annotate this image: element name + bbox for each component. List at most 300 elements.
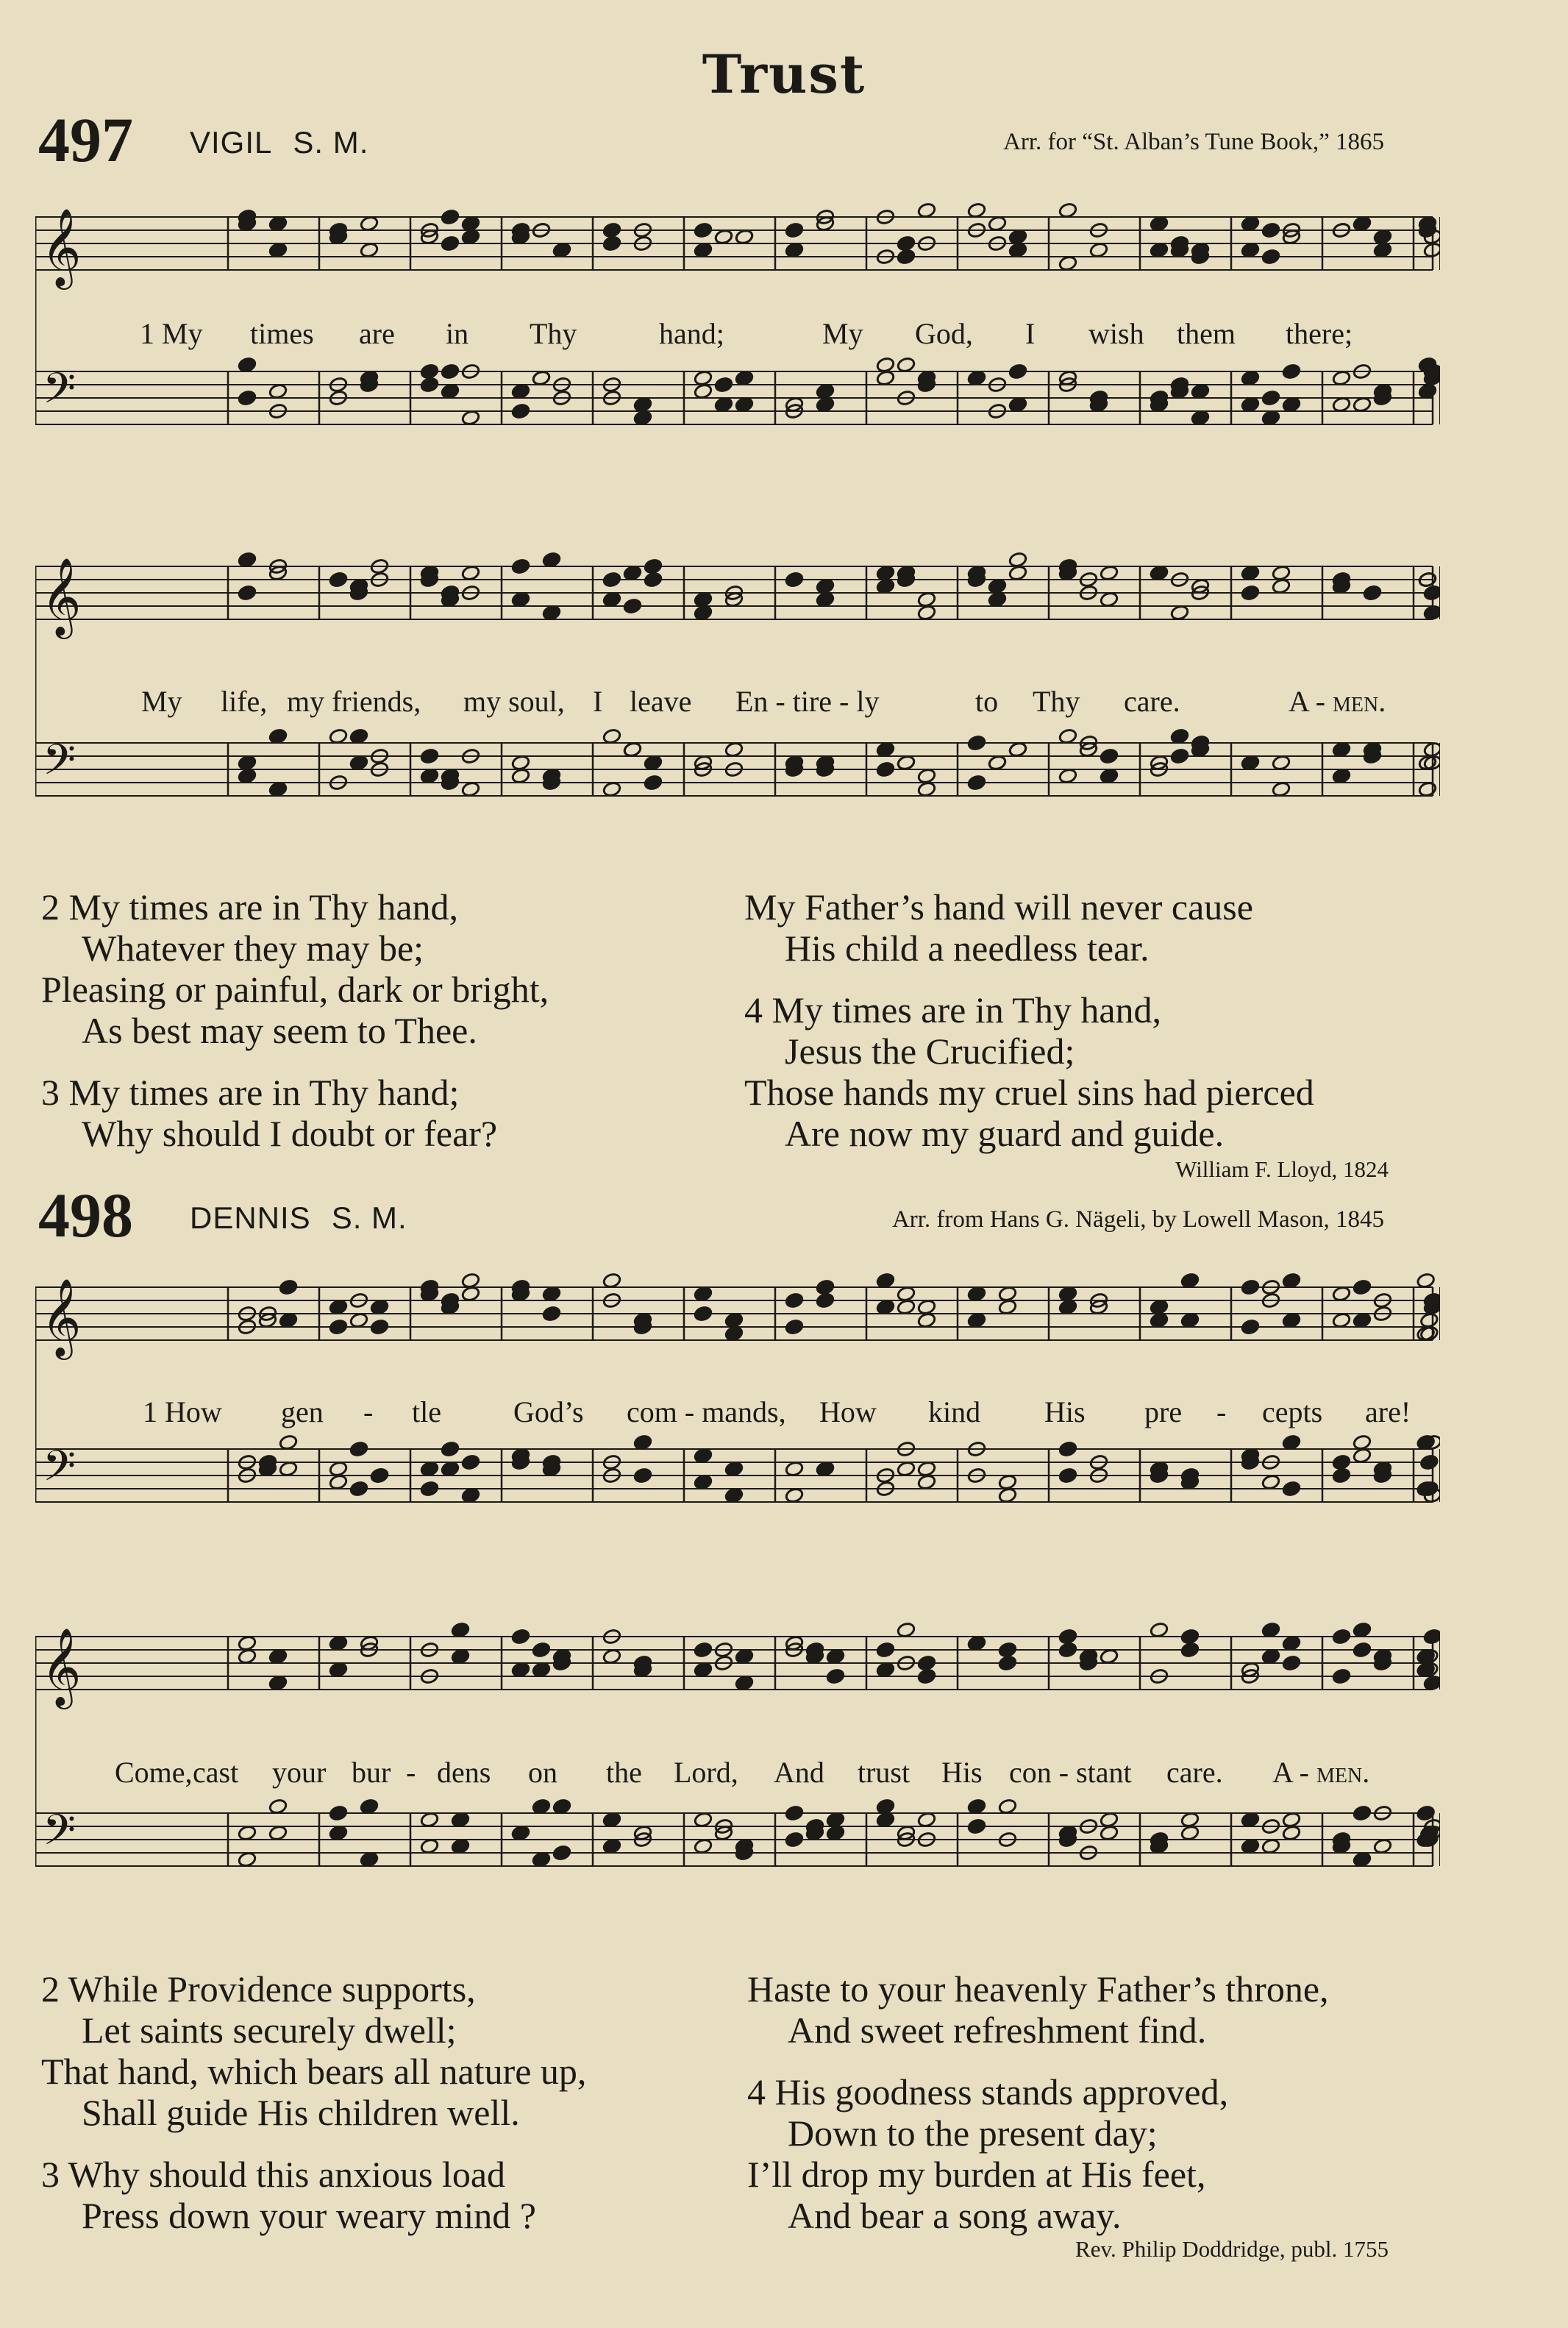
lyric-syllable: - xyxy=(1216,1395,1227,1428)
lyric-syllable: are! xyxy=(1365,1395,1411,1428)
notehead xyxy=(826,1812,845,1829)
notehead xyxy=(1272,755,1291,772)
notehead xyxy=(826,1825,845,1842)
notehead xyxy=(542,1286,561,1303)
notehead xyxy=(917,202,936,219)
notehead xyxy=(1058,1441,1077,1458)
stanza-column-left xyxy=(41,886,549,1154)
notehead xyxy=(420,1812,439,1829)
stanza-line: As best may seem to Thee. xyxy=(82,1010,477,1051)
notehead xyxy=(988,216,1007,232)
notehead xyxy=(623,565,642,582)
lyric-syllable: my soul, xyxy=(463,685,565,718)
notehead xyxy=(988,591,1007,608)
notehead xyxy=(602,728,621,745)
lyric-syllable: com - mands, xyxy=(627,1395,786,1428)
lyric-syllable: 1 My xyxy=(140,317,203,350)
lyric-syllable: Thy xyxy=(530,317,577,350)
notehead xyxy=(1332,1454,1351,1471)
notehead xyxy=(694,242,713,259)
notehead xyxy=(268,242,288,259)
notehead xyxy=(1282,1312,1301,1329)
notehead xyxy=(694,591,713,608)
notehead xyxy=(694,370,713,387)
notehead xyxy=(329,1635,348,1652)
lyric-syllable: in xyxy=(446,317,469,350)
notehead xyxy=(816,1292,835,1309)
notehead xyxy=(917,781,936,798)
notehead xyxy=(876,1272,895,1289)
notehead xyxy=(967,1312,986,1329)
notehead xyxy=(917,1474,936,1491)
lyric-syllable: tle xyxy=(412,1395,441,1428)
notehead xyxy=(1272,565,1291,582)
notehead xyxy=(602,1648,621,1665)
notehead xyxy=(967,370,986,387)
notehead xyxy=(1282,363,1301,380)
treble-clef-icon: 𝄞 xyxy=(41,207,82,286)
lyric-line xyxy=(0,1395,1568,1431)
notehead xyxy=(816,591,835,608)
notehead xyxy=(532,1662,551,1679)
notehead xyxy=(876,578,895,595)
notehead xyxy=(602,1838,621,1855)
notehead xyxy=(441,1441,460,1458)
lyric-syllable: life, xyxy=(221,685,268,718)
notehead xyxy=(1150,216,1169,232)
notehead xyxy=(785,222,804,239)
notehead xyxy=(623,741,642,758)
lyric-syllable: bur xyxy=(352,1756,391,1789)
notehead xyxy=(1418,383,1437,400)
tune-name: DENNIS S. M. xyxy=(190,1200,407,1235)
notehead xyxy=(268,383,288,400)
notehead xyxy=(633,396,652,413)
notehead xyxy=(724,1461,744,1478)
notehead xyxy=(1423,585,1440,602)
notehead xyxy=(1353,1434,1372,1451)
notehead xyxy=(370,1319,389,1336)
lyric-syllable: care. xyxy=(1124,685,1180,718)
lyric-syllable: Lord, xyxy=(674,1756,738,1789)
notehead xyxy=(967,202,986,219)
notehead xyxy=(1282,1481,1301,1498)
notehead xyxy=(967,775,986,791)
notehead xyxy=(1261,1648,1280,1665)
notehead xyxy=(511,768,530,785)
notehead xyxy=(1261,249,1280,266)
lyric-syllable: wish xyxy=(1088,317,1144,350)
notehead xyxy=(532,370,551,387)
lyric-syllable: them xyxy=(1177,317,1236,350)
notehead xyxy=(420,1838,439,1855)
notehead xyxy=(441,383,460,400)
notehead xyxy=(451,1838,470,1855)
notehead xyxy=(897,1286,916,1303)
notehead xyxy=(1100,768,1119,785)
notehead xyxy=(279,1434,298,1451)
stanza-line: His child a needless tear. xyxy=(785,928,1150,969)
notehead xyxy=(329,1474,348,1491)
stanza-line: Down to the present day; xyxy=(788,2112,1158,2154)
notehead xyxy=(1332,1312,1351,1329)
stanza-column-right xyxy=(747,1968,1329,2236)
notehead xyxy=(279,1279,298,1296)
notehead xyxy=(1241,1279,1260,1296)
notehead xyxy=(694,605,713,622)
hymn-number: 497 xyxy=(38,104,133,175)
notehead xyxy=(329,1825,348,1842)
notehead xyxy=(1332,370,1351,387)
notehead xyxy=(268,216,288,232)
author-credit: Rev. Philip Doddridge, publ. 1755 xyxy=(1075,2236,1389,2262)
notehead xyxy=(511,403,530,420)
notehead xyxy=(1353,396,1372,413)
stanza-line: 3 Why should this anxious load xyxy=(41,2154,506,2195)
notehead xyxy=(1058,255,1077,272)
lyric-syllable: there; xyxy=(1286,317,1353,350)
notehead xyxy=(1241,585,1260,602)
stanza-line: 4 His goodness stands approved, xyxy=(747,2071,1229,2112)
notehead xyxy=(998,1487,1017,1504)
notehead xyxy=(1261,222,1280,239)
notehead xyxy=(1373,1838,1392,1855)
lyric-syllable: cepts xyxy=(1262,1395,1323,1428)
notehead xyxy=(1332,1467,1351,1484)
notehead xyxy=(349,1481,368,1498)
notehead xyxy=(441,363,460,380)
notehead xyxy=(349,728,368,745)
notehead xyxy=(694,1662,713,1679)
notehead xyxy=(602,1272,621,1289)
notehead xyxy=(1180,1272,1200,1289)
notehead xyxy=(876,1299,895,1316)
notehead xyxy=(816,1279,835,1296)
lyric-syllable: His xyxy=(941,1756,983,1789)
lyric-syllable: to xyxy=(975,685,999,718)
notehead xyxy=(735,396,754,413)
notehead xyxy=(349,755,368,772)
notehead xyxy=(461,1286,480,1303)
notehead xyxy=(633,1434,652,1451)
notehead xyxy=(1353,1851,1372,1868)
notehead xyxy=(420,1461,439,1478)
notehead xyxy=(238,1635,257,1652)
notehead xyxy=(644,775,663,791)
notehead xyxy=(917,605,936,622)
notehead xyxy=(1008,741,1027,758)
notehead xyxy=(1170,605,1189,622)
notehead xyxy=(1058,768,1077,785)
notehead xyxy=(451,1812,470,1829)
stanza-line: 2 My times are in Thy hand, xyxy=(41,886,459,928)
stanza-line: Shall guide His children well. xyxy=(82,2092,520,2133)
notehead xyxy=(1100,1648,1119,1665)
notehead xyxy=(785,1292,804,1309)
notehead xyxy=(329,1805,348,1822)
notehead xyxy=(602,591,621,608)
notehead xyxy=(694,1448,713,1464)
notehead xyxy=(785,1487,804,1504)
notehead xyxy=(1423,1628,1440,1645)
lyric-syllable: En - tire - ly xyxy=(735,685,880,718)
notehead xyxy=(1241,396,1260,413)
lyric-syllable: the xyxy=(606,1756,642,1789)
stanza-line: 4 My times are in Thy hand, xyxy=(744,989,1162,1030)
notehead xyxy=(461,1454,480,1471)
notehead xyxy=(644,558,663,575)
notehead xyxy=(1241,370,1260,387)
stanza-line: Press down your weary mind ? xyxy=(82,2195,536,2236)
notehead xyxy=(1282,1635,1301,1652)
notehead xyxy=(816,1461,835,1478)
notehead xyxy=(897,755,916,772)
notehead xyxy=(1241,1319,1260,1336)
stanza-line: Let saints securely dwell; xyxy=(82,2010,457,2051)
notehead xyxy=(461,229,480,246)
notehead xyxy=(360,1798,379,1815)
notehead xyxy=(826,1648,845,1665)
notehead xyxy=(602,781,621,798)
notehead xyxy=(1058,1467,1077,1484)
notehead xyxy=(644,755,663,772)
notehead xyxy=(349,1441,368,1458)
notehead xyxy=(694,1812,713,1829)
notehead xyxy=(602,572,621,588)
notehead xyxy=(420,377,439,394)
notehead xyxy=(917,768,936,785)
notehead xyxy=(1419,1454,1439,1471)
notehead xyxy=(785,1805,804,1822)
notehead xyxy=(1282,1434,1301,1451)
stanza-column-left xyxy=(41,1968,586,2236)
notehead xyxy=(329,728,348,745)
notehead xyxy=(816,578,835,595)
notehead xyxy=(917,1461,936,1478)
notehead xyxy=(1423,242,1440,259)
lyric-line xyxy=(0,684,1568,721)
notehead xyxy=(268,1825,288,1842)
treble-clef-icon: 𝄞 xyxy=(41,1627,82,1706)
notehead xyxy=(1261,410,1280,427)
lyric-syllable: con - stant xyxy=(1009,1756,1132,1789)
notehead xyxy=(1150,242,1169,259)
notehead xyxy=(967,1635,986,1652)
notehead xyxy=(1419,1312,1439,1329)
hymn-number: 498 xyxy=(38,1180,133,1250)
notehead xyxy=(897,357,916,374)
notehead xyxy=(967,1818,986,1835)
notehead xyxy=(917,1812,936,1829)
notehead xyxy=(644,572,663,588)
lyric-syllable: How xyxy=(819,1395,877,1428)
lyric-syllable: - xyxy=(363,1395,374,1428)
notehead xyxy=(897,1299,916,1316)
notehead xyxy=(268,1798,288,1815)
notehead xyxy=(1150,1622,1169,1639)
lyric-syllable: His xyxy=(1044,1395,1086,1428)
lyric-syllable: I xyxy=(593,685,603,718)
lyric-syllable: care. xyxy=(1166,1756,1223,1789)
notehead xyxy=(552,242,571,259)
notehead xyxy=(1353,1312,1372,1329)
notehead xyxy=(1332,1668,1351,1685)
notehead xyxy=(917,1655,936,1672)
notehead xyxy=(816,383,835,400)
notehead xyxy=(420,768,439,785)
notehead xyxy=(735,370,754,387)
notehead xyxy=(1241,565,1260,582)
notehead xyxy=(360,216,379,232)
notehead xyxy=(461,216,480,232)
notehead xyxy=(461,1487,480,1504)
notehead xyxy=(785,572,804,588)
notehead xyxy=(532,1851,551,1868)
notehead xyxy=(279,1461,298,1478)
notehead xyxy=(1180,1628,1200,1645)
notehead xyxy=(1282,1825,1301,1842)
notehead xyxy=(329,1299,348,1316)
notehead xyxy=(735,1648,754,1665)
notehead xyxy=(268,728,288,745)
lyric-syllable: gen xyxy=(281,1395,324,1428)
notehead xyxy=(542,1306,561,1323)
notehead xyxy=(1008,229,1027,246)
notehead xyxy=(238,755,257,772)
notehead xyxy=(1282,1655,1301,1672)
notehead xyxy=(694,222,713,239)
notehead xyxy=(876,565,895,582)
notehead xyxy=(441,209,460,226)
notehead xyxy=(1332,1286,1351,1303)
notehead xyxy=(1100,591,1119,608)
notehead xyxy=(1180,1312,1200,1329)
stanza-line: I’ll drop my burden at His feet, xyxy=(747,2154,1206,2195)
notehead xyxy=(461,565,480,582)
lyric-syllable: hand; xyxy=(659,317,724,350)
notehead xyxy=(1100,1812,1119,1829)
notehead xyxy=(511,1825,530,1842)
notehead xyxy=(988,755,1007,772)
notehead xyxy=(1353,1622,1372,1639)
stanza-line: My Father’s hand will never cause xyxy=(744,886,1253,928)
notehead xyxy=(279,1312,298,1329)
notehead xyxy=(967,1798,986,1815)
notehead xyxy=(511,755,530,772)
notehead xyxy=(552,1798,571,1815)
notehead xyxy=(1008,396,1027,413)
notehead xyxy=(1353,1642,1372,1659)
notehead xyxy=(461,1272,480,1289)
notehead xyxy=(917,1668,936,1685)
notehead xyxy=(360,242,379,259)
stanza-line: 3 My times are in Thy hand; xyxy=(41,1072,460,1113)
notehead xyxy=(329,572,348,588)
lyric-syllable: I xyxy=(1025,317,1036,350)
notehead xyxy=(1058,1642,1077,1659)
notehead xyxy=(998,1299,1017,1316)
notehead xyxy=(1363,585,1382,602)
notehead xyxy=(238,1648,257,1665)
notehead xyxy=(998,1655,1017,1672)
notehead xyxy=(714,377,733,394)
notehead xyxy=(694,1474,713,1491)
lyric-syllable: my friends, xyxy=(287,685,421,718)
notehead xyxy=(724,741,744,758)
notehead xyxy=(876,741,895,758)
notehead xyxy=(532,1798,551,1815)
notehead xyxy=(461,781,480,798)
notehead xyxy=(238,1851,257,1868)
lyric-syllable: kind xyxy=(928,1395,981,1428)
notehead xyxy=(1150,1299,1169,1316)
notehead xyxy=(694,1306,713,1323)
notehead xyxy=(1191,383,1210,400)
notehead xyxy=(897,1622,916,1639)
stanza-line: And bear a song away. xyxy=(788,2195,1122,2236)
notehead xyxy=(876,1662,895,1679)
tune-credit: Arr. for “St. Alban’s Tune Book,” 1865 xyxy=(1003,129,1384,155)
notehead xyxy=(511,1628,530,1645)
notehead xyxy=(1282,1812,1301,1829)
lyric-syllable: Come, xyxy=(115,1756,193,1789)
notehead xyxy=(1418,781,1437,798)
notehead xyxy=(998,1286,1017,1303)
notehead xyxy=(724,1312,744,1329)
notehead xyxy=(785,1319,804,1336)
lyric-syllable: A - men. xyxy=(1272,1756,1370,1789)
notehead xyxy=(826,1668,845,1685)
notehead xyxy=(1416,1272,1436,1289)
notehead xyxy=(238,768,257,785)
notehead xyxy=(1423,741,1440,758)
notehead xyxy=(1272,578,1291,595)
notehead xyxy=(441,1461,460,1478)
notehead xyxy=(238,552,257,569)
notehead xyxy=(917,591,936,608)
notehead xyxy=(1332,396,1351,413)
lyric-syllable: leave xyxy=(630,685,692,718)
notehead xyxy=(1058,728,1077,745)
notehead xyxy=(1261,1474,1280,1491)
notehead xyxy=(1332,768,1351,785)
notehead xyxy=(441,235,460,252)
notehead xyxy=(1373,242,1392,259)
notehead xyxy=(238,1825,257,1842)
stanza-line: Are now my guard and guide. xyxy=(785,1113,1225,1154)
notehead xyxy=(876,1798,895,1815)
notehead xyxy=(1058,1628,1077,1645)
notehead xyxy=(876,357,895,374)
tune-name: VIGIL S. M. xyxy=(190,125,369,160)
notehead xyxy=(1282,1272,1301,1289)
notehead xyxy=(1191,410,1210,427)
notehead xyxy=(1353,1805,1372,1822)
notehead xyxy=(1170,748,1189,765)
notehead xyxy=(714,229,733,246)
notehead xyxy=(420,748,439,765)
bass-clef-icon: 𝄢 xyxy=(43,1805,76,1865)
notehead xyxy=(1100,565,1119,582)
stanza-line: Pleasing or painful, dark or bright, xyxy=(41,969,549,1010)
notehead xyxy=(998,1474,1017,1491)
notehead xyxy=(1008,242,1027,259)
notehead xyxy=(268,1648,288,1665)
notehead xyxy=(1180,1825,1200,1842)
notehead xyxy=(1241,216,1260,232)
notehead xyxy=(1282,396,1301,413)
lyric-syllable: And xyxy=(774,1756,824,1789)
